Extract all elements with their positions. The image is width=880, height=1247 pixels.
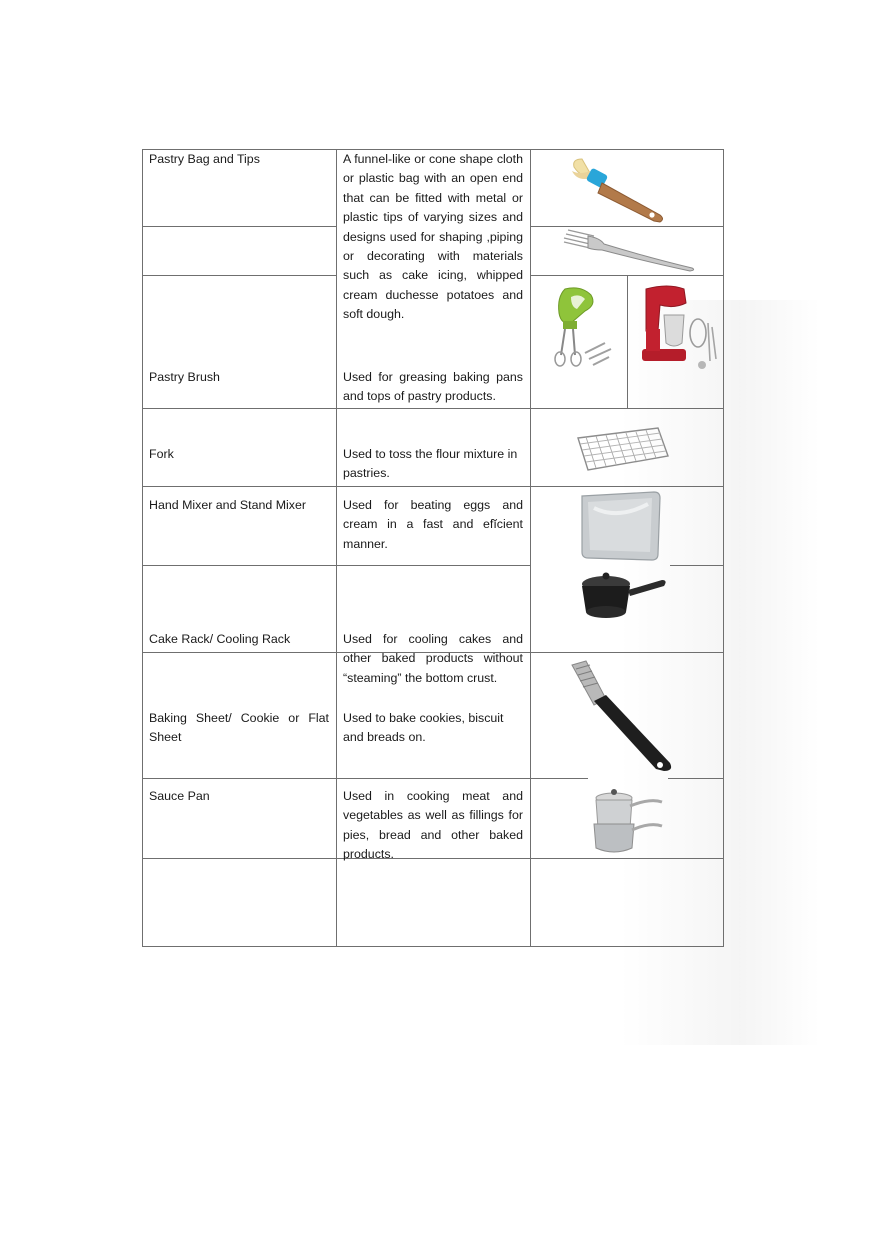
tool-description-mixer: Used for beating eggs and cream in a fast and efĭcient manner. (343, 498, 523, 551)
cooling-rack-icon (574, 424, 672, 474)
sauce-pan-icon (576, 568, 672, 624)
hand-mixer-icon (545, 283, 615, 371)
tool-name-baking-sheet: Baking Sheet/ Cookie or Flat Sheet (149, 711, 329, 745)
zester-icon (566, 659, 676, 775)
tool-description-cake-rack: Used for cooling cakes and other baked products without “steaming” the bottom crust. (343, 632, 523, 685)
pastry-brush-icon (568, 153, 672, 225)
tool-name-pastry-brush: Pastry Brush (149, 370, 220, 384)
tool-name-fork: Fork (149, 447, 174, 461)
tool-name-pastry-bag: Pastry Bag and Tips (149, 152, 260, 166)
tool-name-cake-rack: Cake Rack/ Cooling Rack (149, 632, 291, 646)
baking-sheet-icon (578, 490, 664, 562)
double-boiler-icon (590, 784, 666, 856)
tool-description-fork: Used to toss the flour mixture in pastries. (343, 447, 518, 481)
tool-description-pastry-bag: A funnel-like or cone shape cloth or plastic bag with an open end that can be fitted with metal or plastic tips of varying sizes and designs used for shaping ,piping or decorating with materials such as cake icing, whipped cream duchesse potatoes and soft dough. (343, 152, 523, 322)
tool-description-pastry-brush: Used for greasing baking pans and tops of pastry products. (343, 370, 523, 404)
tool-name-sauce-pan: Sauce Pan (149, 789, 210, 803)
stand-mixer-icon (638, 283, 720, 371)
tool-name-mixer: Hand Mixer and Stand Mixer (149, 498, 307, 512)
tool-description-sauce-pan: Used in cooking meat and vegetables as well as fillings for pies, bread and other baked products. (343, 789, 523, 862)
tool-description-baking-sheet: Used to bake cookies, biscuit and breads on. (343, 711, 504, 745)
fork-icon (560, 228, 700, 274)
